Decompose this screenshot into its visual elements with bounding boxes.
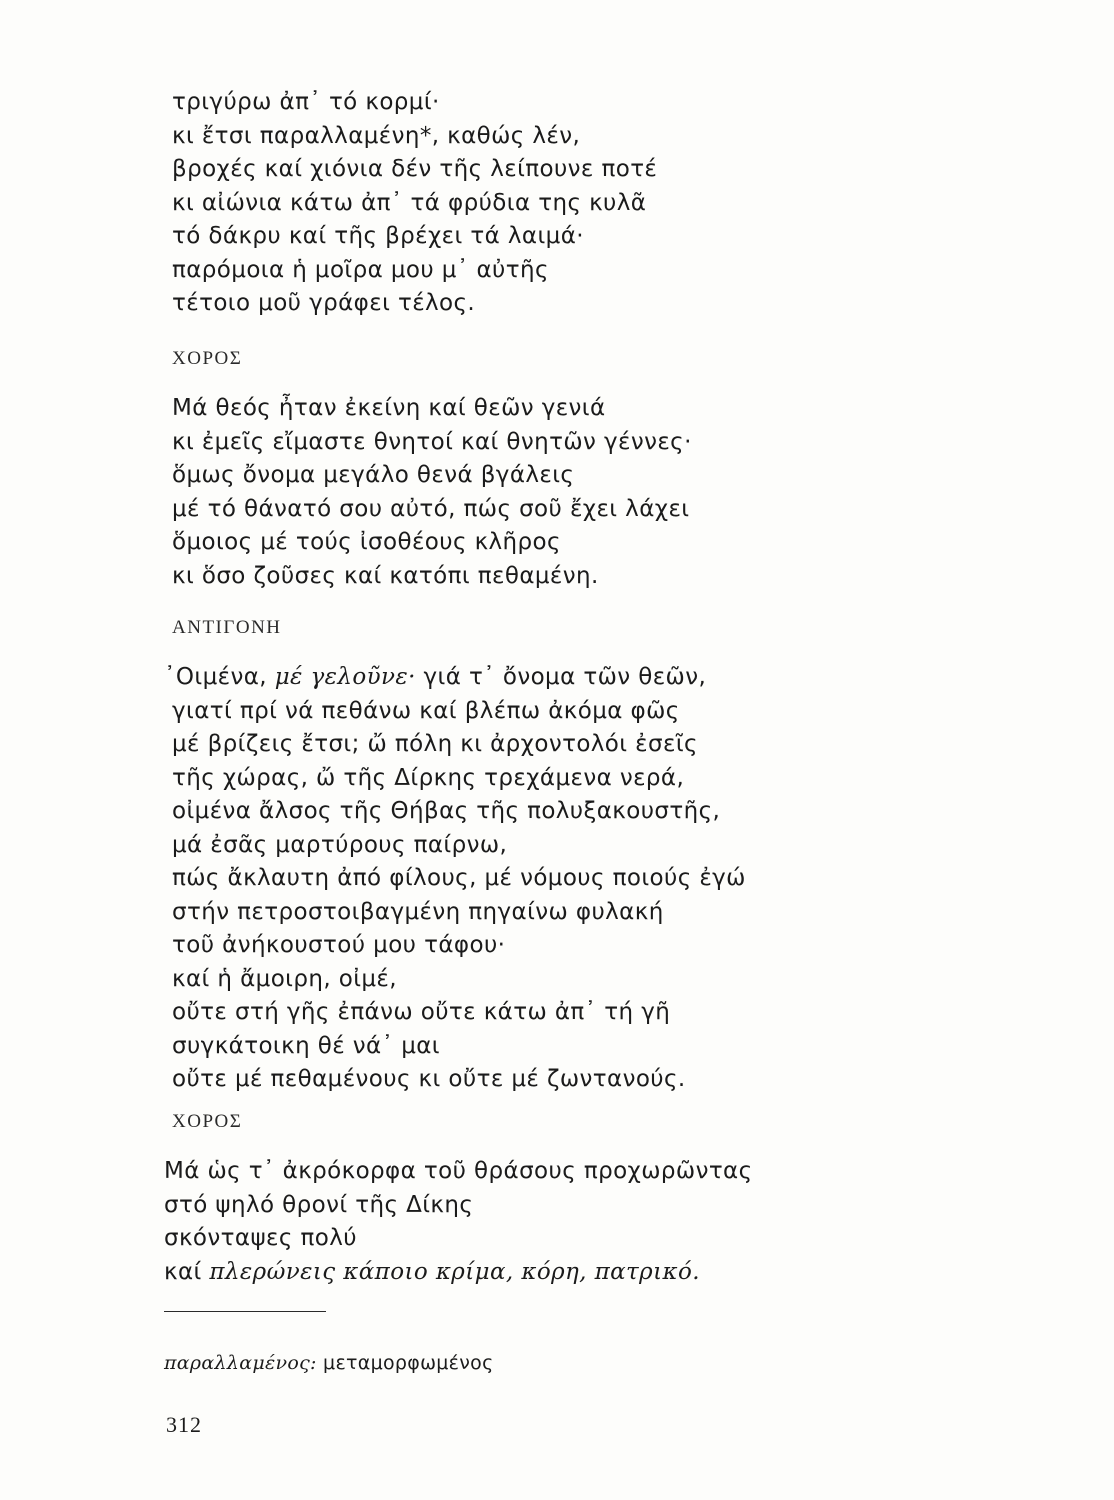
verse-line [164,1256,924,1290]
speaker-heading: ΑΝΤΙΓΟΝΗ [172,617,282,638]
verse-line: ὅμως ὄνομα μεγάλο θενά βγάλεις [172,462,575,488]
italic-phrase: πλερώνεις κάποιο κρίμα, κόρη, πατρικό. [209,1258,700,1285]
verse-lines [172,86,932,321]
verse-line: σκόνταψες πολύ [164,1225,357,1251]
verse-text: ᾿Οιμένα, [164,664,275,690]
verse-line: κι αἰώνια κάτω ἀπ᾿ τά φρύδια της κυλᾶ [172,189,647,216]
verse-line: οἰμένα ἄλσος τῆς Θήβας τῆς πολυξακουστῆς, [172,798,721,824]
verse-line: καί ἡ ἄμοιρη, οἰμέ, [172,965,397,992]
footnote-definition: μεταμορφωμένος [316,1352,494,1374]
verse-line: παρόμοια ἡ μοῖρα μου μ᾿ αὐτῆς [172,256,549,283]
verse-lines [164,1155,924,1289]
verse-line: Μά ὡς τ᾿ ἀκρόκορφα τοῦ θράσους προχωρῶντας [164,1158,753,1184]
verse-line: τό δάκρυ καί τῆς βρέχει τά λαιμά· [172,223,584,249]
verse-line: γιατί πρί νά πεθάνω καί βλέπω ἀκόμα φῶς [172,697,680,724]
italic-phrase: μέ γελοῦνε· [274,664,416,690]
verse-line: κι ἐμεῖς εἴμαστε θνητοί καί θνητῶν γέννες· [172,428,692,455]
stanza-1 [172,86,932,321]
verse-text: γιά τ᾿ ὄνομα τῶν θεῶν, [415,664,707,690]
verse-line: συγκάτοικη θέ νά᾿ μαι [172,1032,440,1059]
speaker-heading: ΧΟΡΟΣ [172,348,243,369]
verse-line: μέ βρίζεις ἔτσι; ὤ πόλη κι ἀρχοντολόι ἐσεῖς [172,731,698,757]
verse-line: Μά θεός ἦταν ἐκείνη καί θεῶν γενιά [172,395,606,421]
verse-line: τῆς χώρας, ὤ τῆς Δίρκης τρεχάμενα νερά, [172,764,685,791]
stanza-2 [172,392,932,593]
speaker-heading: ΧΟΡΟΣ [172,1111,243,1132]
verse-line: οὔτε στή γῆς ἐπάνω οὔτε κάτω ἀπ᾿ τή γῆ [172,999,671,1025]
verse-line: τριγύρω ἀπ᾿ τό κορμί· [172,89,440,115]
verse-line: στό ψηλό θρονί τῆς Δίκης [164,1191,474,1218]
footnote-term: παραλλαμένος: [164,1352,317,1374]
verse-lines [172,392,932,593]
verse-line: οὔτε μέ πεθαμένους κι οὔτε μέ ζωντανούς. [172,1066,686,1092]
verse-line: στήν πετροστοιβαγμένη πηγαίνω φυλακή [172,898,664,925]
footnote [164,1352,494,1374]
verse-line: μέ τό θάνατό σου αὐτό, πώς σοῦ ἔχει λάχει [172,495,690,522]
stanza-3 [164,661,924,1097]
stanza-4 [164,1155,924,1289]
footnote-divider [164,1311,326,1312]
verse-line: τοῦ ἀνήκουστού μου τάφου· [172,932,506,958]
verse-line: κι ὅσο ζοῦσες καί κατόπι πεθαμένη. [172,562,599,589]
verse-line: μά ἐσᾶς μαρτύρους παίρνω, [172,831,508,858]
verse-line: τέτοιο μοῦ γράφει τέλος. [172,290,476,316]
verse-lines [164,661,924,1097]
verse-line: πώς ἄκλαυτη ἀπό φίλους, μέ νόμους ποιούς ἐγώ [172,865,746,891]
verse-line [164,661,924,695]
verse-text: καί [164,1258,210,1285]
verse-line: βροχές καί χιόνια δέν τῆς λείπουνε ποτέ [172,156,658,182]
verse-line: ὅμοιος μέ τούς ἰσοθέους κλῆρος [172,529,561,555]
verse-line: κι ἔτσι παραλλαμένη*, καθώς λέν, [172,122,581,149]
page-number: 312 [166,1412,202,1437]
